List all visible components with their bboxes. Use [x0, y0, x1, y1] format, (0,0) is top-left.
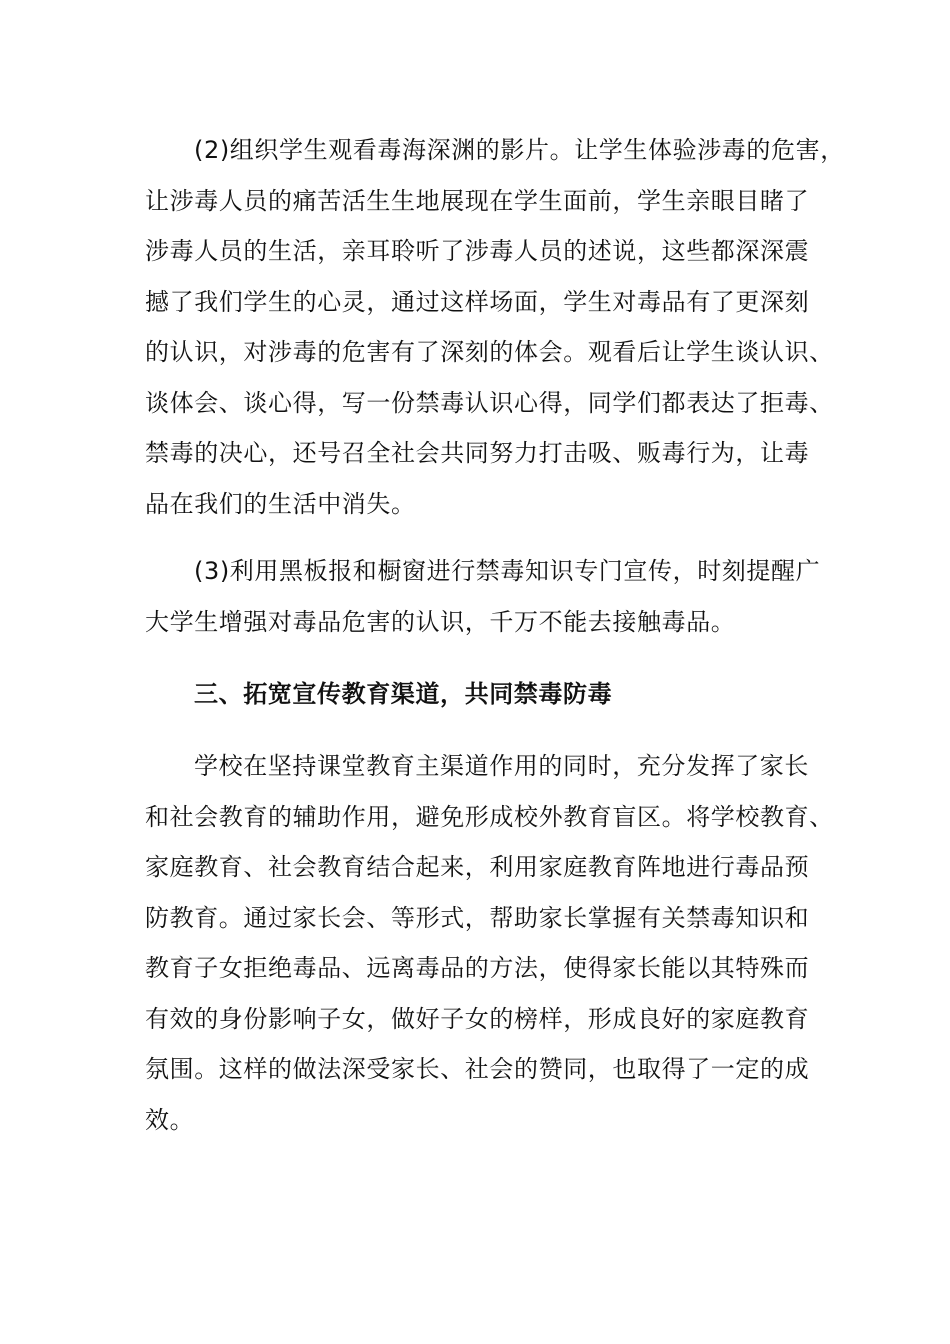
paragraph-line: 氛围。这样的做法深受家长、社会的赞同，也取得了一定的成: [145, 1055, 810, 1083]
paragraph-line: (3)利用黑板报和橱窗进行禁毒知识专门宣传，时刻提醒广: [194, 557, 821, 585]
paragraph-school-family: [145, 741, 835, 1145]
paragraph-line: 涉毒人员的生活，亲耳聆听了涉毒人员的述说，这些都深深震: [145, 237, 810, 265]
paragraph-line: 学校在坚持课堂教育主渠道作用的同时，充分发挥了家长: [194, 752, 809, 780]
paragraph-line: 有效的身份影响子女，做好子女的榜样，形成良好的家庭教育: [145, 1004, 810, 1033]
paragraph-line: 防教育。通过家长会、等形式，帮助家长掌握有关禁毒知识和: [145, 903, 810, 932]
paragraph-item-3: [145, 546, 835, 647]
paragraph-line: 禁毒的决心，还号召全社会共同努力打击吸、贩毒行为，让毒: [145, 439, 810, 467]
section-heading: [145, 669, 835, 720]
paragraph-line: 的认识，对涉毒的危害有了深刻的体会。观看后让学生谈认识、: [145, 338, 834, 366]
paragraph-line: 家庭教育、社会教育结合起来，利用家庭教育阵地进行毒品预: [145, 853, 810, 881]
paragraph-line: 和社会教育的辅助作用，避免形成校外教育盲区。将学校教育、: [145, 802, 834, 831]
paragraph-line: 教育子女拒绝毒品、远离毒品的方法，使得家长能以其特殊而: [145, 954, 810, 982]
section-heading-text: 三、拓宽宣传教育渠道，共同禁毒防毒: [194, 680, 613, 708]
paragraph-line: 让涉毒人员的痛苦活生生地展现在学生面前，学生亲眼目睹了: [145, 186, 810, 215]
paragraph-line: 谈体会、谈心得，写一份禁毒认识心得，同学们都表达了拒毒、: [145, 388, 834, 417]
paragraph-line: 品在我们的生活中消失。: [145, 489, 416, 518]
paragraph-line: 撼了我们学生的心灵，通过这样场面，学生对毒品有了更深刻: [145, 287, 810, 316]
paragraph-item-2: [145, 125, 845, 529]
paragraph-line: (2)组织学生观看毒海深渊的影片。让学生体验涉毒的危害，: [194, 136, 845, 164]
paragraph-line: 大学生增强对毒品危害的认识，千万不能去接触毒品。: [145, 607, 736, 636]
paragraph-line: 效。: [145, 1105, 195, 1134]
